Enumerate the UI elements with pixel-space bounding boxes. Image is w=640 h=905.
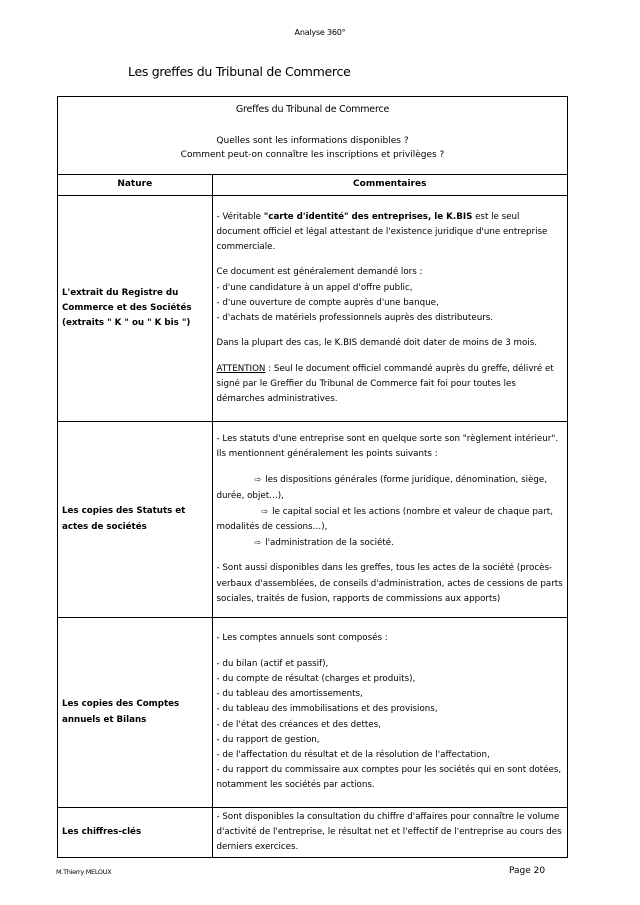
comment-paragraph: Ce document est généralement demandé lors : [216,267,423,278]
list-item: - d'achats de matériels professionnels auprès des distributeurs. [216,313,494,324]
attention-paragraph [217,362,565,408]
arrow-bullet-icon: ⇨ [254,475,262,485]
comment-text: est le seul document officiel et légal attestant de l'existence juridique d'une entreprise commerciale. [216,211,548,253]
comment-paragraph: - Les comptes annuels sont composés : [216,633,388,644]
row-comments [212,196,567,422]
list-item: - de l'affectation du résultat et de la résolution de l'affectation, [216,749,490,760]
row-nature: Les copies des Statuts et actes de sociétés [58,422,212,618]
footer-author: M.Thierry MELOUX [56,868,112,876]
list-item: - du bilan (actif et passif), [216,658,329,669]
list-item-text: le capital social et les actions (nombre et valeur de chaque part, [272,506,553,517]
list-item-text: l'administration de la société. [265,538,394,549]
table-row [58,618,567,808]
list-item-text: les dispositions générales (forme juridique, dénomination, siège, [265,475,547,486]
question-2: Comment peut-on connaître les inscriptions et privilèges ? [180,150,445,160]
page-number: Page 20 [509,866,546,876]
row-comments [212,808,567,858]
list-item: - d'une ouverture de compte auprès d'une banque, [216,297,439,308]
info-table [58,175,567,858]
list-item [217,504,565,520]
comment-paragraph: - Sont aussi disponibles dans les greffes, tous les actes de la société (procès-verbaux d'assemblées, de conseils d'administration, actes de cessions de parts sociales, traités de fusion, rapports de commissions aux apports) [216,563,563,604]
row-comments [212,618,567,808]
question-1: Quelles sont les informations disponibles ? [216,136,409,146]
list-item-continuation: modalités de cessions…), [216,522,328,532]
list-item [217,472,565,488]
table-questions [58,134,567,162]
table-row [58,196,567,422]
page-title: Les greffes du Tribunal de Commerce [128,64,351,79]
column-header-nature: Nature [58,175,212,196]
list-item: - du rapport de gestion, [216,734,320,745]
list-item [217,535,565,551]
attention-text: : Seul le document officiel commandé auprès du greffe, délivré et signé par le Greffier du Tribunal de Commerce fait foi pour toutes les démarches administratives. [216,363,554,404]
arrow-bullet-icon: ⇨ [254,538,262,548]
comment-text: - Véritable [216,211,264,222]
table-heading: Greffes du Tribunal de Commerce [235,104,390,115]
comment-paragraph: Dans la plupart des cas, le K.BIS demandé doit dater de moins de 3 mois. [216,338,537,349]
row-nature: Les copies des Comptes annuels et Bilans [58,618,212,808]
column-header-comments: Commentaires [212,175,567,196]
info-table-box [57,96,568,858]
table-row [58,422,567,618]
comment-bold-text: "carte d'identité" des entreprises, le K.BIS [263,211,473,222]
arrow-bullet-icon: ⇨ [261,506,269,516]
row-comments [212,422,567,618]
row-nature: Les chiffres-clés [58,808,212,858]
comment-paragraph [217,210,565,256]
list-item: - du tableau des immobilisations et des provisions, [216,704,438,715]
row-nature: L'extrait du Registre du Commerce et des Sociétés (extraits " K " ou " K bis ") [58,196,212,422]
list-item: - du rapport du commissaire aux comptes pour les sociétés qui en sont dotées, notamment les sociétés par actions. [216,765,562,791]
comment-paragraph: - Sont disponibles la consultation du chiffre d'affaires pour connaître le volume d'activité de l'entreprise, le résultat net et l'effectif de l'entreprise au cours des derniers exercices. [216,811,562,853]
list-item-continuation: durée, objet…), [216,490,284,501]
list-item: - du compte de résultat (charges et produits), [216,673,416,684]
list-item: - de l'état des créances et des dettes, [216,719,381,730]
attention-label: ATTENTION [216,363,266,374]
list-item: - du tableau des amortissements, [216,689,363,700]
table-row [58,808,567,858]
running-header: Analyse 360° [294,28,346,37]
comment-paragraph: - Les statuts d'une entreprise sont en quelque sorte son "règlement intérieur". Ils mentionnent généralement les points suivants : [216,433,559,460]
column-header-row [58,175,567,196]
list-item: - d'une candidature à un appel d'offre public, [216,282,413,293]
table-heading-block [58,97,567,175]
